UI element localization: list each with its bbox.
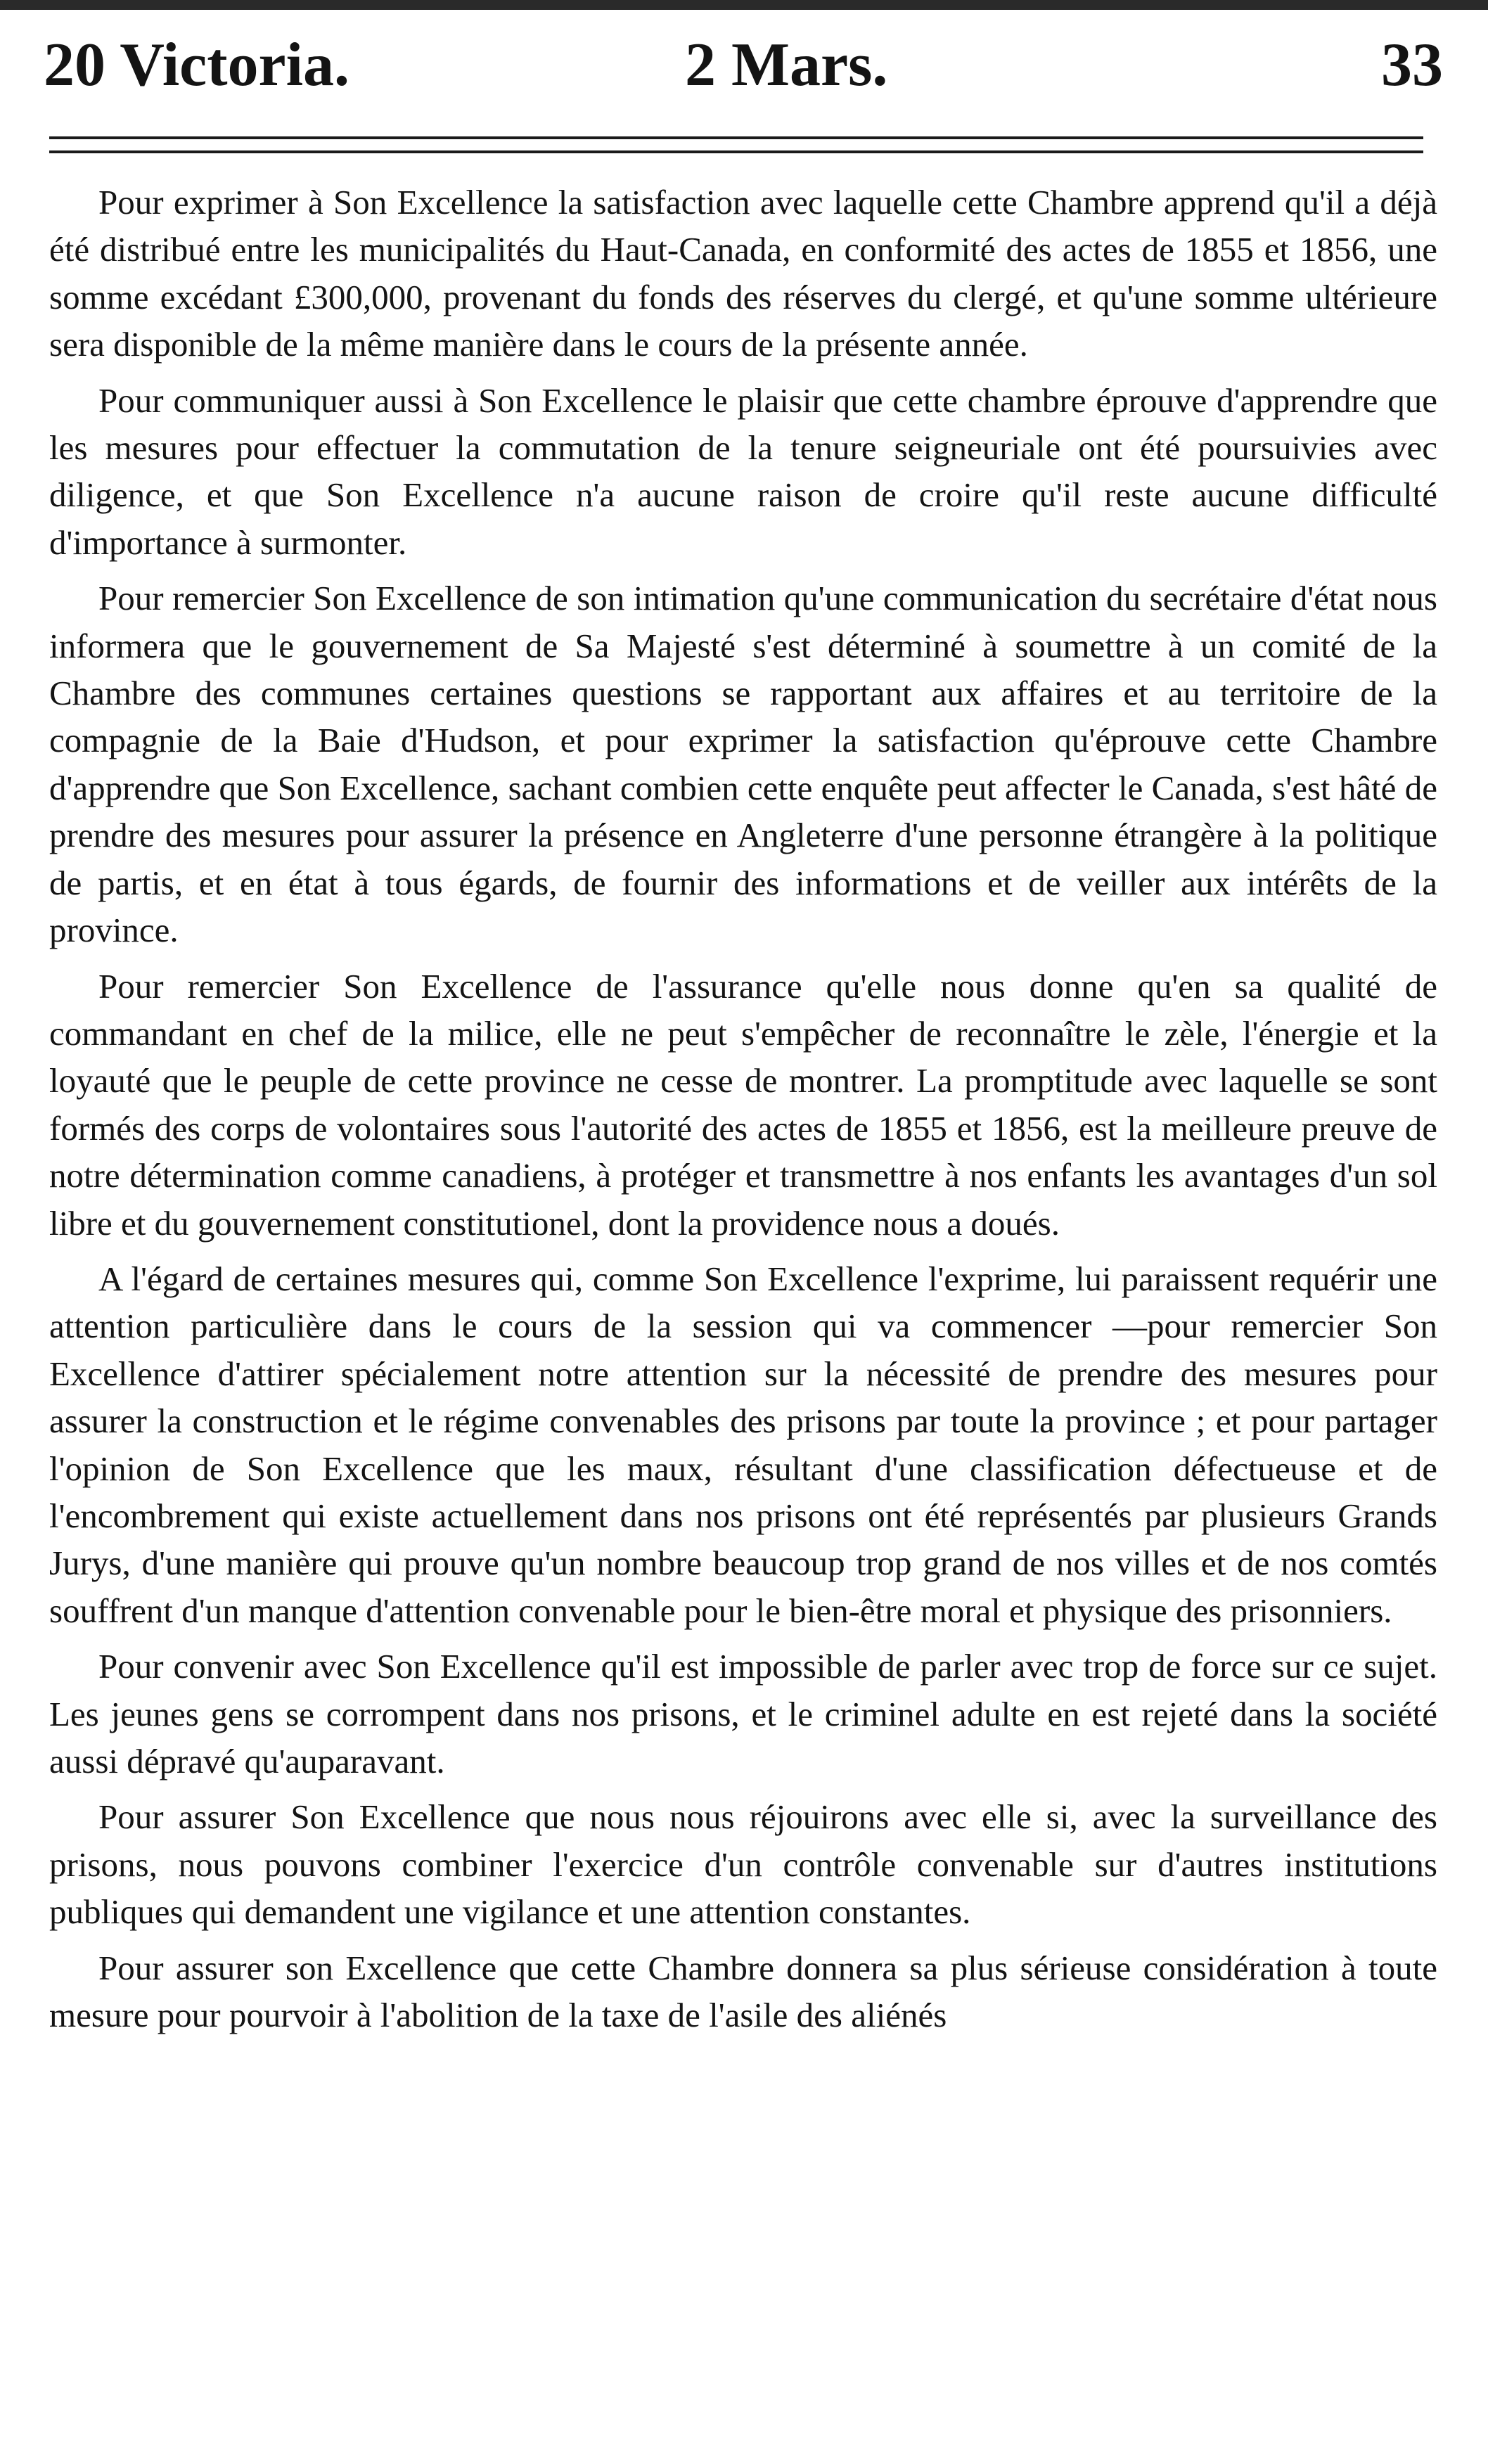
paragraph-militia: Pour remercier Son Excellence de l'assurance qu'elle nous donne qu'en sa qualité de commandant en chef de la milice, elle ne peut s'empêcher de reconnaître le zèle, l'énergie et la loyauté que le peuple de cette province ne cesse de montrer. La promptitude avec laquelle se sont formés des corps de volontaires sous l'autorité des actes de 1855 et 1856, est la meilleure preuve de notre détermination comme canadiens, à protéger et transmettre à nos enfants les avantages d'un sol libre et du gouvernement constitutionel, dont la providence nous a doués. — [49, 966, 1437, 1243]
header-reign-year: 20 Victoria. — [44, 31, 350, 99]
paragraph-hudson-bay: Pour remercier Son Excellence de son intimation qu'une communication du secrétaire d'état nous informera que le gouvernement de Sa Majesté s'est déterminé à soumettre à un comité de la Chambre des communes certaines questions se rapportant aux affaires et au territoire de la compagnie de la Baie d'Hudson, et pour exprimer la satisfaction qu'éprouve cette Chambre d'apprendre que Son Excellence, sachant combien cette enquête peut affecter le Canada, s'est hâté de prendre des mesures pour assurer la présence en Angleterre d'une personne étrangère à la politique de partis, et en état à tous égards, de fournir des informations et de veiller aux intérêts de la province. — [49, 579, 1437, 950]
paragraph-prisons: A l'égard de certaines mesures qui, comme Son Excellence l'exprime, lui paraissent requérir une attention particulière dans le cours de la session qui va commencer —pour remercier Son Excellence d'attirer spécialement notre attention sur la nécessité de prendre des mesures pour assurer la construction et le régime convenables des prisons par toute la province ; et pour partager l'opinion de Son Excellence que les maux, résultant d'une classification défectueuse et de l'encombrement qui existe actuellement dans nos prisons ont été représentés par plusieurs Grands Jurys, d'une manière qui prouve qu'un nombre beaucoup trop grand de nos villes et de nos comtés souffrent d'un manque d'attention convenable pour le bien-être moral et physique des prisonniers. — [49, 1259, 1437, 1630]
running-header — [44, 27, 1443, 104]
header-rule-bottom — [49, 150, 1423, 153]
header-date: 2 Mars. — [685, 31, 888, 99]
header-rule-top — [49, 136, 1423, 139]
paragraph-clergy-reserves: Pour exprimer à Son Excellence la satisfaction avec laquelle cette Chambre apprend qu'il a déjà été distribué entre les municipalités du Haut-Canada, en conformité des actes de 1855 et 1856, une somme excédant £300,000, provenant du fonds des réserves du clergé, et qu'une somme ultérieure sera disponible de la même manière dans le cours de la présente année. — [49, 183, 1437, 364]
paragraph-seigneurial-tenure: Pour communiquer aussi à Son Excellence le plaisir que cette chambre éprouve d'apprendre que les mesures pour effectuer la commutation de la tenure seigneuriale ont été poursuivies avec diligence, et que Son Excellence n'a aucune raison de croire qu'il reste aucune difficulté d'importance à surmonter. — [49, 380, 1437, 562]
page-top-edge — [0, 0, 1488, 10]
document-body — [49, 179, 1437, 2039]
paragraph-institutions: Pour assurer Son Excellence que nous nous réjouirons avec elle si, avec la surveillance des prisons, nous pouvons combiner l'exercice d'un contrôle convenable sur d'autres institutions publiques qui demandent une vigilance et une attention constantes. — [49, 1797, 1437, 1932]
paragraph-prison-corruption: Pour convenir avec Son Excellence qu'il est impossible de parler avec trop de force sur ce sujet. Les jeunes gens se corrompent dans nos prisons, et le criminel adulte en est rejeté dans la société aussi dépravé qu'auparavant. — [49, 1647, 1437, 1780]
page-number: 33 — [1381, 31, 1443, 99]
paragraph-asylum-tax: Pour assurer son Excellence que cette Chambre donnera sa plus sérieuse considération à toute mesure pour pourvoir à l'abolition de la taxe de l'asile des aliénés — [49, 1948, 1437, 2035]
